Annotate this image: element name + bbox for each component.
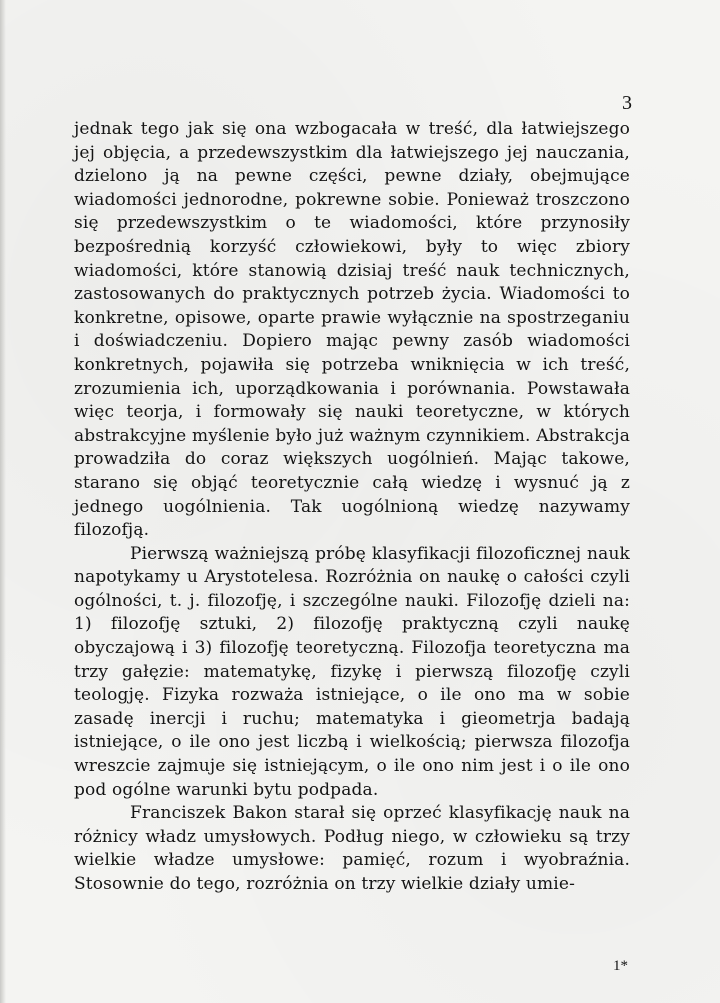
paragraph-3: Franciszek Bakon starał się oprzeć klasyfikację nauk na różnicy władz umysłowych. Podług niego, w człowieku są trzy wielkie władze umysłowe: pamięć, rozum i wyobraźnia. Stosownie do tego, rozróżnia on trzy wielkie działy umie- bbox=[74, 803, 630, 894]
printer-signature-mark: 1* bbox=[613, 958, 628, 974]
page-number: 3 bbox=[622, 92, 632, 114]
paragraph-1: jednak tego jak się ona wzbogacała w treść, dla łatwiejszego jej objęcia, a przedewszystkim dla łatwiejszego jej nauczania, dzielono ją na pewne części, pewne działy, obejmujące wiadomości jednorodne, pokrewne sobie. Ponieważ troszczono się przedewszystkim o te wiadomości, które przynosiły bezpośrednią korzyść człowiekowi, były to więc zbiory wiadomości, które stanowią dzisiaj treść nauk technicznych, zastosowanych do praktycznych potrzeb życia. Wiadomości to konkretne, opisowe, oparte prawie wyłącznie na spostrzeganiu i doświadczeniu. Dopiero mając pewny zasób wiadomości konkretnych, pojawiła się potrzeba wniknięcia w ich treść, zrozumienia ich, uporządkowania i porównania. Powstawała więc teorja, i formowały się nauki teoretyczne, w których abstrakcyjne myślenie było już ważnym czynnikiem. Abstrakcja prowadziła do coraz większych uogólnień. Mając takowe, starano się objąć teoretycznie całą wiedzę i wysnuć ją z jednego uogólnienia. Tak uogólnioną wiedzę nazywamy filozofją. bbox=[74, 119, 630, 541]
body-text bbox=[74, 118, 630, 897]
paragraph-2: Pierwszą ważniejszą próbę klasyfikacji filozoficznej nauk napotykamy u Arystotelesa. Rozróżnia on naukę o całości czyli ogólności, t. j. filozofję, i szczególne nauki. Filozofję dzieli na: 1) filozofję sztuki, 2) filozofję praktyczną czyli naukę obyczajową i 3) filozofję teoretyczną. Filozofja teoretyczna ma trzy gałęzie: matematykę, fizykę i pierwszą filozofję czyli teologję. Fizyka rozważa istniejące, o ile ono ma w sobie zasadę inercji i ruchu; matematyka i gieometrja badają istniejące, o ile ono jest liczbą i wielkością; pierwsza filozofja wreszcie zajmuje się istniejącym, o ile ono nim jest i o ile ono pod ogólne warunki bytu podpada. bbox=[74, 543, 630, 800]
page-edge-shadow bbox=[0, 0, 6, 1003]
